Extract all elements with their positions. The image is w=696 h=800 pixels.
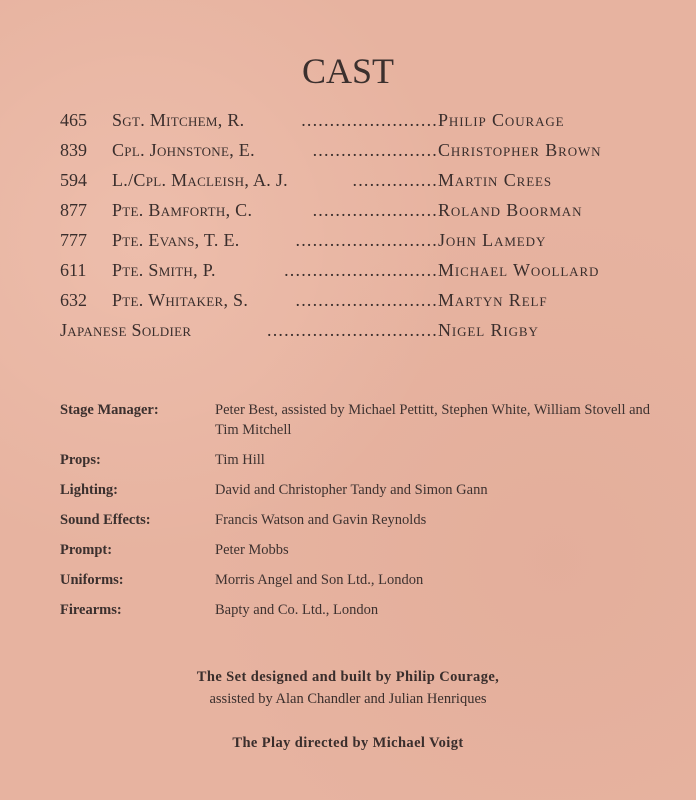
- cast-row: [60, 165, 660, 195]
- set-assistants: assisted by Alan Chandler and Julian Henriques: [209, 691, 487, 707]
- cast-row: [60, 135, 660, 165]
- leader-dots: ...........................: [284, 260, 438, 280]
- crew-row: [60, 450, 660, 470]
- cast-number: 839: [60, 140, 87, 160]
- cast-number: 594: [60, 170, 87, 190]
- leader-dots: ......................: [312, 200, 438, 220]
- set-credit: The Set designed and built by Philip Courage,: [196, 669, 500, 685]
- cast-actor: Martin Crees: [438, 170, 553, 190]
- cast-role: Pte. Whitaker, S.: [112, 290, 249, 310]
- leader-dots: ...............: [352, 170, 438, 190]
- cast-actor: John Lamedy: [438, 230, 547, 250]
- cast-actor: Nigel Rigby: [438, 320, 539, 340]
- cast-row: [60, 285, 660, 315]
- crew-label: Stage Manager:: [60, 402, 159, 418]
- crew-row: [60, 600, 660, 620]
- director-credit: The Play directed by Michael Voigt: [232, 735, 464, 751]
- credits: [0, 666, 696, 754]
- crew-row: [60, 400, 660, 440]
- cast-row: [60, 315, 660, 345]
- cast-number: 611: [60, 260, 87, 280]
- cast-actor: Roland Boorman: [438, 200, 583, 220]
- cast-list: [60, 105, 660, 345]
- crew-row: [60, 510, 660, 530]
- cast-role: Pte. Bamforth, C.: [112, 200, 253, 220]
- page-title: CAST: [301, 51, 395, 91]
- crew-row: [60, 480, 660, 500]
- cast-actor: Christopher Brown: [438, 140, 602, 160]
- crew-value: David and Christopher Tandy and Simon Gann: [215, 482, 488, 498]
- cast-role: Pte. Evans, T. E.: [112, 230, 240, 250]
- cast-role: Pte. Smith, P.: [112, 260, 216, 280]
- cast-number: 877: [60, 200, 87, 220]
- crew-label: Props:: [60, 452, 101, 468]
- leader-dots: .........................: [295, 230, 438, 250]
- cast-row: [60, 255, 660, 285]
- leader-dots: ..............................: [267, 320, 438, 340]
- cast-actor: Philip Courage: [438, 110, 565, 130]
- cast-row: [60, 195, 660, 225]
- crew-label: Prompt:: [60, 542, 113, 558]
- cast-actor: Michael Woollard: [438, 260, 600, 280]
- cast-role: Sgt. Mitchem, R.: [112, 110, 245, 130]
- cast-number: 632: [60, 290, 87, 310]
- crew-value: Tim Hill: [215, 452, 265, 468]
- leader-dots: ......................: [312, 140, 438, 160]
- leader-dots: .........................: [295, 290, 438, 310]
- crew-value: Peter Best, assisted by Michael Pettitt, Stephen White, William Stovell and Tim Mitchell: [215, 402, 651, 438]
- cast-role: L./Cpl. Macleish, A. J.: [112, 170, 288, 190]
- cast-number: 465: [60, 110, 87, 130]
- cast-role: Japanese Soldier: [60, 320, 192, 340]
- crew-value: Morris Angel and Son Ltd., London: [215, 572, 424, 588]
- crew-value: Peter Mobbs: [215, 542, 289, 558]
- leader-dots: ........................: [301, 110, 438, 130]
- crew-value: Bapty and Co. Ltd., London: [215, 602, 379, 618]
- cast-row: [60, 225, 660, 255]
- crew-label: Sound Effects:: [60, 512, 151, 528]
- crew-label: Uniforms:: [60, 572, 124, 588]
- crew-value: Francis Watson and Gavin Reynolds: [215, 512, 427, 528]
- cast-actor: Martyn Relf: [438, 290, 548, 310]
- cast-row: [60, 105, 660, 135]
- crew-row: [60, 540, 660, 560]
- crew-label: Lighting:: [60, 482, 119, 498]
- crew-list: [60, 400, 660, 630]
- crew-label: Firearms:: [60, 602, 122, 618]
- crew-row: [60, 570, 660, 590]
- cast-number: 777: [60, 230, 87, 250]
- cast-role: Cpl. Johnstone, E.: [112, 140, 255, 160]
